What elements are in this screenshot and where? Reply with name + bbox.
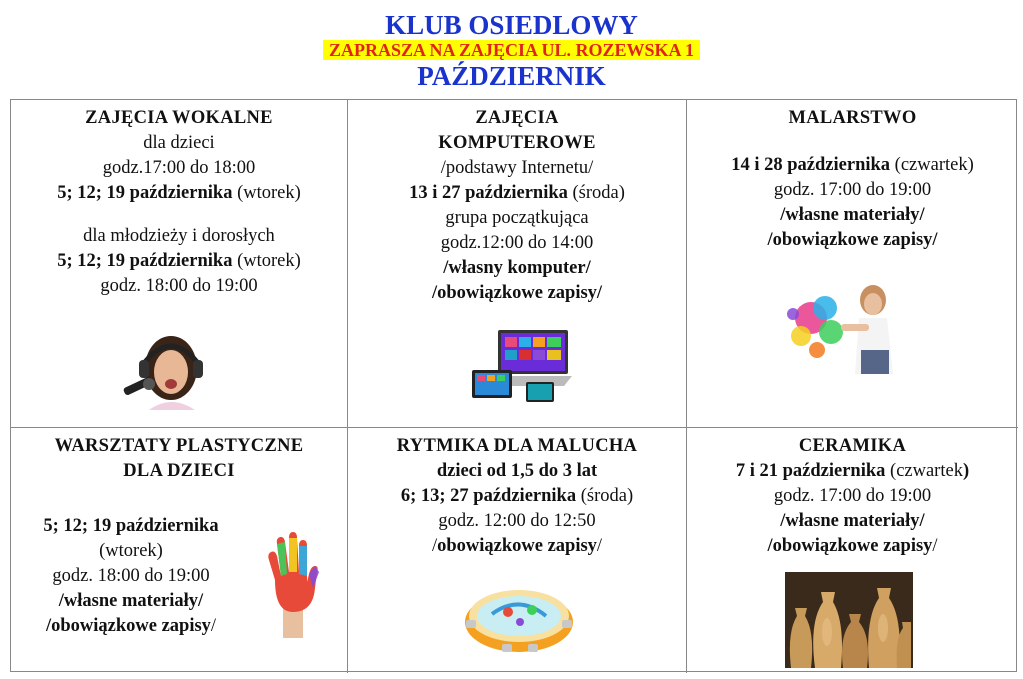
workshop-line5: /obowiązkowe zapisy/ xyxy=(45,616,217,636)
computer-line6: /obowiązkowe zapisy/ xyxy=(431,283,603,303)
rhythm-title: RYTMIKA DLA MALUCHA xyxy=(396,436,638,456)
computer-line3: grupa początkująca xyxy=(445,208,589,228)
rhythm-line4: /obowiązkowe zapisy/ xyxy=(431,536,603,556)
computer-line2: 13 i 27 października (środa) xyxy=(409,183,625,203)
workshop-line2: (wtorek) xyxy=(99,541,163,561)
club-title: KLUB OSIEDLOWY xyxy=(385,10,638,40)
painting-title: MALARSTWO xyxy=(788,108,917,128)
workshop-line3: godz. 18:00 do 19:00 xyxy=(52,566,210,586)
header xyxy=(0,10,1023,91)
rhythm-line1: dzieci od 1,5 do 3 lat xyxy=(436,461,598,481)
invitation-subtitle: ZAPRASZA NA ZAJĘCIA UL. ROZEWSKA 1 xyxy=(323,40,700,60)
singer-with-headphones-photo xyxy=(115,332,225,410)
laptop-tablet-phone-photo xyxy=(470,328,572,404)
painting-line1: 14 i 28 października (czwartek) xyxy=(731,155,974,175)
vocal-line2: godz.17:00 do 18:00 xyxy=(102,158,256,178)
rhythm-line2: 6; 13; 27 października (środa) xyxy=(400,486,634,506)
workshop-text xyxy=(17,514,245,639)
vocal-line4: dla młodzieży i dorosłych xyxy=(83,226,275,246)
cell-computer xyxy=(348,100,687,428)
vocal-line6: godz. 18:00 do 19:00 xyxy=(100,276,258,296)
cell-painting xyxy=(687,100,1018,428)
month-title: PAŹDZIERNIK xyxy=(417,61,606,91)
vocal-title: ZAJĘCIA WOKALNE xyxy=(85,108,273,128)
workshop-title-1: WARSZTATY PLASTYCZNE xyxy=(54,436,304,456)
workshop-line1: 5; 12; 19 października xyxy=(43,516,219,536)
ceramics-line4: /obowiązkowe zapisy/ xyxy=(767,536,938,556)
tambourine-photo xyxy=(462,574,576,658)
cell-rhythm xyxy=(348,428,687,673)
workshop-title-2: DLA DZIECI xyxy=(123,461,235,481)
rhythm-line3: godz. 12:00 do 12:50 xyxy=(438,511,596,531)
vocal-line1: dla dzieci xyxy=(143,133,215,153)
vocal-line5: 5; 12; 19 października (wtorek) xyxy=(57,251,301,271)
ceramics-line2: godz. 17:00 do 19:00 xyxy=(773,486,932,506)
painting-line2: godz. 17:00 do 19:00 xyxy=(773,180,932,200)
ceramics-line3: /własne materiały/ xyxy=(780,511,925,531)
woman-with-paint-splash-photo xyxy=(781,278,901,374)
computer-line4: godz.12:00 do 14:00 xyxy=(440,233,594,253)
computer-title-2: KOMPUTEROWE xyxy=(438,133,596,153)
vocal-line3: 5; 12; 19 października (wtorek) xyxy=(57,183,301,203)
cell-workshop xyxy=(11,428,348,673)
painting-line3: /własne materiały/ xyxy=(780,205,925,225)
ceramics-line1: 7 i 21 października (czwartek) xyxy=(735,461,970,481)
schedule-table xyxy=(10,99,1017,672)
clay-pots-photo xyxy=(785,572,913,668)
cell-vocal xyxy=(11,100,348,428)
computer-line1: /podstawy Internetu/ xyxy=(440,158,594,178)
ceramics-title: CERAMIKA xyxy=(798,436,907,456)
painted-hand-photo xyxy=(261,532,331,638)
workshop-line4: /własne materiały/ xyxy=(58,591,204,611)
painting-line4: /obowiązkowe zapisy/ xyxy=(767,230,938,250)
computer-title-1: ZAJĘCIA xyxy=(475,108,559,128)
cell-ceramics xyxy=(687,428,1018,673)
computer-line5: /własny komputer/ xyxy=(443,258,591,278)
